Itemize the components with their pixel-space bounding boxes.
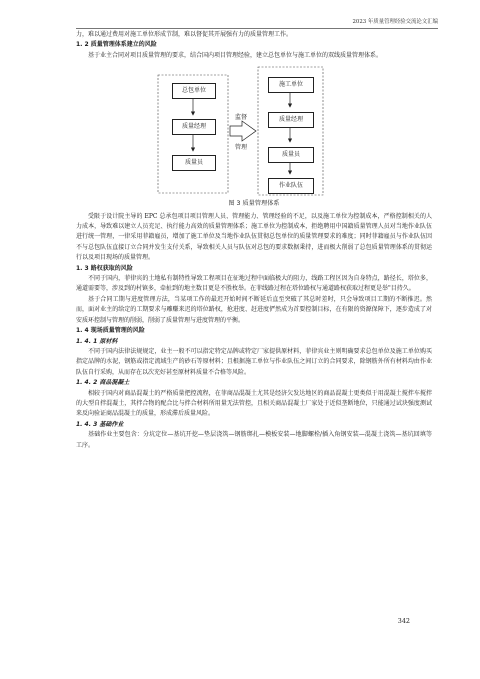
header-rule [76,28,438,29]
box-quality-inspector-left: 质量员 [172,155,216,171]
page-header: 2023 年质量管理经验交流论文汇编 [352,19,438,25]
section-heading-1-3: 1. 3 路权获取的风险 [76,264,133,272]
section-heading-1-4: 1. 4 现场质量管理的风险 [76,327,145,335]
box-quality-manager-right: 质量经理 [268,112,314,128]
figure-caption: 图 3 质量管理体系 [228,200,280,208]
paragraph: 相较于国内对商品混凝土的严格质量把控流程，在菲商品混凝土尤其是经济欠发达地区的商品混凝土更类似于用混凝土搅拌车搅拌的大型自拌混凝土，其拌合物的配合比与拌合材料所用量无法管控，且相关商品混凝土厂家处于近似垄断地位，只能通过试块强度测试来反向验证商品混凝土的质量，形成滞后质量风险。 [76,389,432,418]
box-quality-inspector-right: 质量员 [268,147,314,163]
paragraph: 不同于国内，菲律宾的土地私有制特性导致工程项目在征地过程中面临极大的阻力，线路工程区因为自身特点，路径长，塔位多，通道需要等，涉及到的村镇多，牵扯到的地主数目更是不胜枚举。在菲线路过程在塔位路权与通道路权获取过程更是举"目持久。 [76,275,432,293]
section-heading-1-2: 1. 2 质量管理体系建立的风险 [76,41,157,49]
arrow-label-supervise: 监督 [235,114,248,122]
paragraph: 力，难以通过费用对施工单位形成节制，难以督促其开展强有力的质量管理工作。 [76,31,293,38]
article-body [76,30,432,451]
page-number: 342 [397,617,410,625]
subsection-heading-1-4-2: 1. 4. 2 商品混凝土 [76,379,130,387]
subsection-heading-1-4-3: 1. 4. 3 基础作业 [76,420,124,428]
diagram-connectors [76,65,432,198]
paragraph: 不同于国内法律法规规定，业主一般不可以指定特定品牌或特定厂家提供原材料，菲律宾业主则明确要求总包单位及施工单位购买指定品牌的水泥，钢筋或指定流域生产的砂石等原材料；且根据施工单位与作业队伍之间订立的合同要求，除钢筋外所有材料均由作业队伍自行采购，从而存在以次充好甚至原材料质量不合格等风险。 [76,347,432,376]
box-general-contractor: 总包单位 [172,83,216,99]
paragraph: 受限于设计院主导的 EPC 总承包项目项目管理人员、管理能力、管理经验的不足，以及施工单位为控制成本，严格控制相关的人力成本，导致难以建立人员充足、执行能力高效的质量管理体系；施工单位为控制成本，拒绝聘用中国籍质量管理人员对当地作业队伍进行统一管理，一律采用菲籍雇员，增加了施工单位及当地作业队伍贯彻总包单位的质量管理要求的难度；同时菲籍雇员与作业队伍因不与总包队伍直接订立合同并发生支付关系，导致相关人员与队伍对总包的要求数据秉持，进而极大削弱了总包质量管理体系的贯彻运行以及项目现场的质量管理。 [76,212,432,262]
paragraph: 基础作业主要包含：分坑定位—基坑开挖—垫层浇筑—钢筋绑扎—模板安装—地脚螺栓/插入角钢安装—混凝土浇筑—基坑回填等工序。 [76,431,432,449]
box-work-crew: 作业队伍 [268,178,314,194]
supervision-arrow [230,121,256,141]
paragraph: 基于业主合同对项目质量管理的要求，结合国内项目管理经验，建立总包单位与施工单位的双线质量管理体系。 [88,51,383,59]
arrow-label-manage: 管理 [235,144,248,152]
subsection-heading-1-4-1: 1. 4. 1 原材料 [76,337,118,345]
paragraph: 基于合同工期与进度管理方法，当某项工作的最迟开始时间不断延后直至突破了其总时差时，只会导致项目工期的不断推迟。然而，面对业主的给定的工期要求与雕赚来迟的塔位路权，抢进度、赶进度俨然成为首要控制目标，在有限的资源保障下，逐步造成了对安质环控制与管理的削弱，削弱了质量管理与进度管理的平衡。 [76,295,432,324]
quality-system-diagram [76,65,432,198]
box-construction-unit: 施工单位 [268,77,314,93]
box-quality-manager-left: 质量经理 [172,119,216,135]
